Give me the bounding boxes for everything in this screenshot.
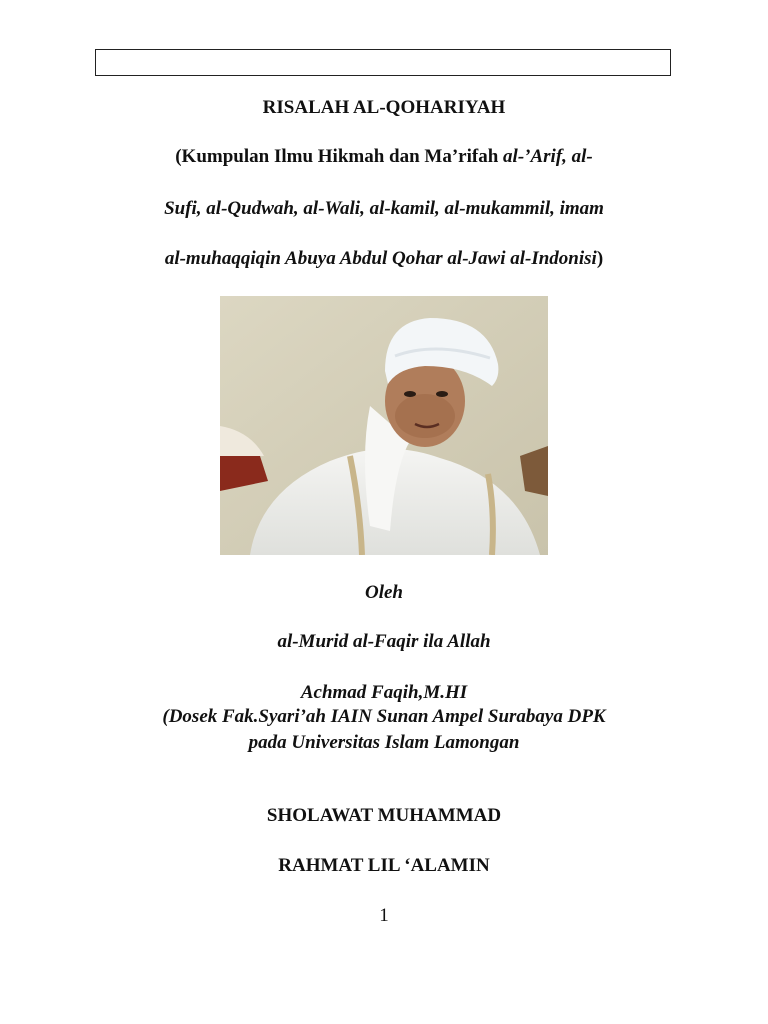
subtitle-line-3-close: )	[596, 248, 604, 269]
rahmat-heading: RAHMAT LIL ‘ALAMIN	[278, 855, 490, 876]
byline-oleh: Oleh	[365, 582, 403, 603]
subtitle-line-1-plain: (Kumpulan Ilmu Hikmah dan Ma’rifah	[175, 146, 504, 167]
document-title: RISALAH AL-QOHARIYAH	[262, 97, 506, 118]
subtitle-line-2: Sufi, al-Qudwah, al-Wali, al-kamil, al-mukammil, imam	[164, 198, 604, 219]
author-portrait-photo	[220, 296, 548, 555]
subtitle-line-3-italic: al-muhaqqiqin Abuya Abdul Qohar al-Jawi al-Indonisi	[164, 248, 597, 269]
subtitle-line-3	[0, 248, 768, 270]
byline-affiliation-2: pada Universitas Islam Lamongan	[248, 732, 520, 753]
page-number: 1	[379, 905, 389, 926]
subtitle-line-1	[0, 146, 768, 168]
subtitle-line-1-italic: al-’Arif, al-	[503, 146, 593, 167]
byline-murid: al-Murid al-Faqir ila Allah	[277, 631, 491, 652]
header-box	[95, 49, 671, 76]
byline-affiliation-1: (Dosek Fak.Syari’ah IAIN Sunan Ampel Surabaya DPK	[162, 706, 606, 727]
byline-author: Achmad Faqih,M.HI	[300, 682, 468, 703]
sholawat-heading: SHOLAWAT MUHAMMAD	[266, 805, 502, 826]
